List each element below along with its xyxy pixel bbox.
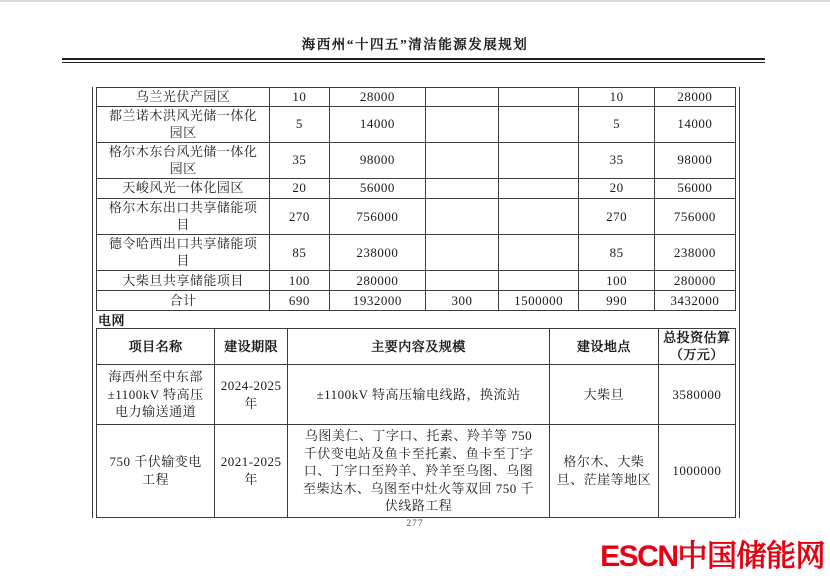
cell: 35 [270,142,329,178]
table-row [97,198,736,234]
cell [498,178,579,198]
cell-total-label: 合计 [97,290,270,310]
cell: 1932000 [329,290,425,310]
cell: 270 [270,198,329,234]
logo-text-en: ESCN [600,540,678,573]
cell: 10 [579,88,654,107]
cell [498,88,579,107]
page-top-edge [0,0,830,2]
cell [426,106,499,142]
cell: 98000 [329,142,425,178]
cell [426,198,499,234]
table-header-row [97,328,736,364]
cell [426,142,499,178]
cell: 28000 [654,88,735,107]
cell: 270 [579,198,654,234]
cell: 5 [270,106,329,142]
header-divider [62,58,765,63]
cell [426,234,499,270]
content-frame [92,87,740,518]
table-row-total [97,290,736,310]
cell-project-name: 750 千伏输变电工程 [97,425,215,518]
cell: 20 [270,178,329,198]
cell: 238000 [329,234,425,270]
page-title: 海西州“十四五”清洁能源发展规划 [301,37,529,52]
cell-location: 大柴旦 [550,365,659,425]
cell-project-name: 大柴旦共享储能项目 [97,270,270,290]
cell [498,106,579,142]
cell: 28000 [329,88,425,107]
cell: 3432000 [654,290,735,310]
cell-investment: 1000000 [658,425,735,518]
cell: 20 [579,178,654,198]
cell: 100 [579,270,654,290]
cell [498,270,579,290]
section-band-grid [96,311,736,328]
table-row [97,425,736,518]
table-row [97,106,736,142]
column-header-investment: 总投资估算（万元） [658,328,735,364]
column-header-period: 建设期限 [215,328,288,364]
table-row [97,234,736,270]
grid-projects-table [96,328,736,518]
cell: 238000 [654,234,735,270]
cell: 756000 [329,198,425,234]
cell [498,198,579,234]
cell-project-name: 格尔木东台风光储一体化园区 [97,142,270,178]
cell-location: 格尔木、大柴旦、茫崖等地区 [550,425,659,518]
cell-project-name: 乌兰光伏产园区 [97,88,270,107]
cell: 280000 [329,270,425,290]
cell-project-name: 德令哈西出口共享储能项目 [97,234,270,270]
table-row [97,270,736,290]
cell: 300 [426,290,499,310]
cell: 14000 [329,106,425,142]
cell: 1500000 [498,290,579,310]
projects-summary-table [96,87,736,311]
table-row [97,142,736,178]
cell [426,270,499,290]
cell: 5 [579,106,654,142]
cell: 98000 [654,142,735,178]
cell [426,178,499,198]
cell: 990 [579,290,654,310]
cell-content: ±1100kV 特高压输电线路，换流站 [288,365,550,425]
cell: 100 [270,270,329,290]
cell: 10 [270,88,329,107]
column-header-content-scale: 主要内容及规模 [288,328,550,364]
table-row [97,178,736,198]
cell [498,234,579,270]
cell-investment: 3580000 [658,365,735,425]
column-header-location: 建设地点 [550,328,659,364]
cell-period: 2021-2025 年 [215,425,288,518]
section-label-grid: 电网 [98,312,126,328]
cell-project-name: 天峻风光一体化园区 [97,178,270,198]
cell: 280000 [654,270,735,290]
cell-project-name: 海西州至中东部±1100kV 特高压电力输送通道 [97,365,215,425]
cell: 56000 [654,178,735,198]
table-row [97,365,736,425]
cell-content: 乌图美仁、丁字口、托素、羚羊等 750 千伏变电站及鱼卡至托素、鱼卡至丁字口、丁字口至羚羊、羚羊至乌图、乌图至柴达木、乌图至中灶火等双回 750 千伏线路工程 [288,425,550,518]
cell [426,88,499,107]
document-header [0,33,830,54]
cell: 756000 [654,198,735,234]
column-header-project-name: 项目名称 [97,328,215,364]
cell: 690 [270,290,329,310]
logo-text-cn: 中国储能网 [677,540,825,573]
cell: 85 [579,234,654,270]
cell: 85 [270,234,329,270]
cell [498,142,579,178]
cell: 35 [579,142,654,178]
cell-period: 2024-2025 年 [215,365,288,425]
escn-logo [600,540,825,573]
cell-project-name: 格尔木东出口共享储能项目 [97,198,270,234]
cell: 56000 [329,178,425,198]
page-number: 277 [406,519,424,529]
cell: 14000 [654,106,735,142]
cell-project-name: 都兰诺木洪风光储一体化园区 [97,106,270,142]
table-row [97,88,736,107]
